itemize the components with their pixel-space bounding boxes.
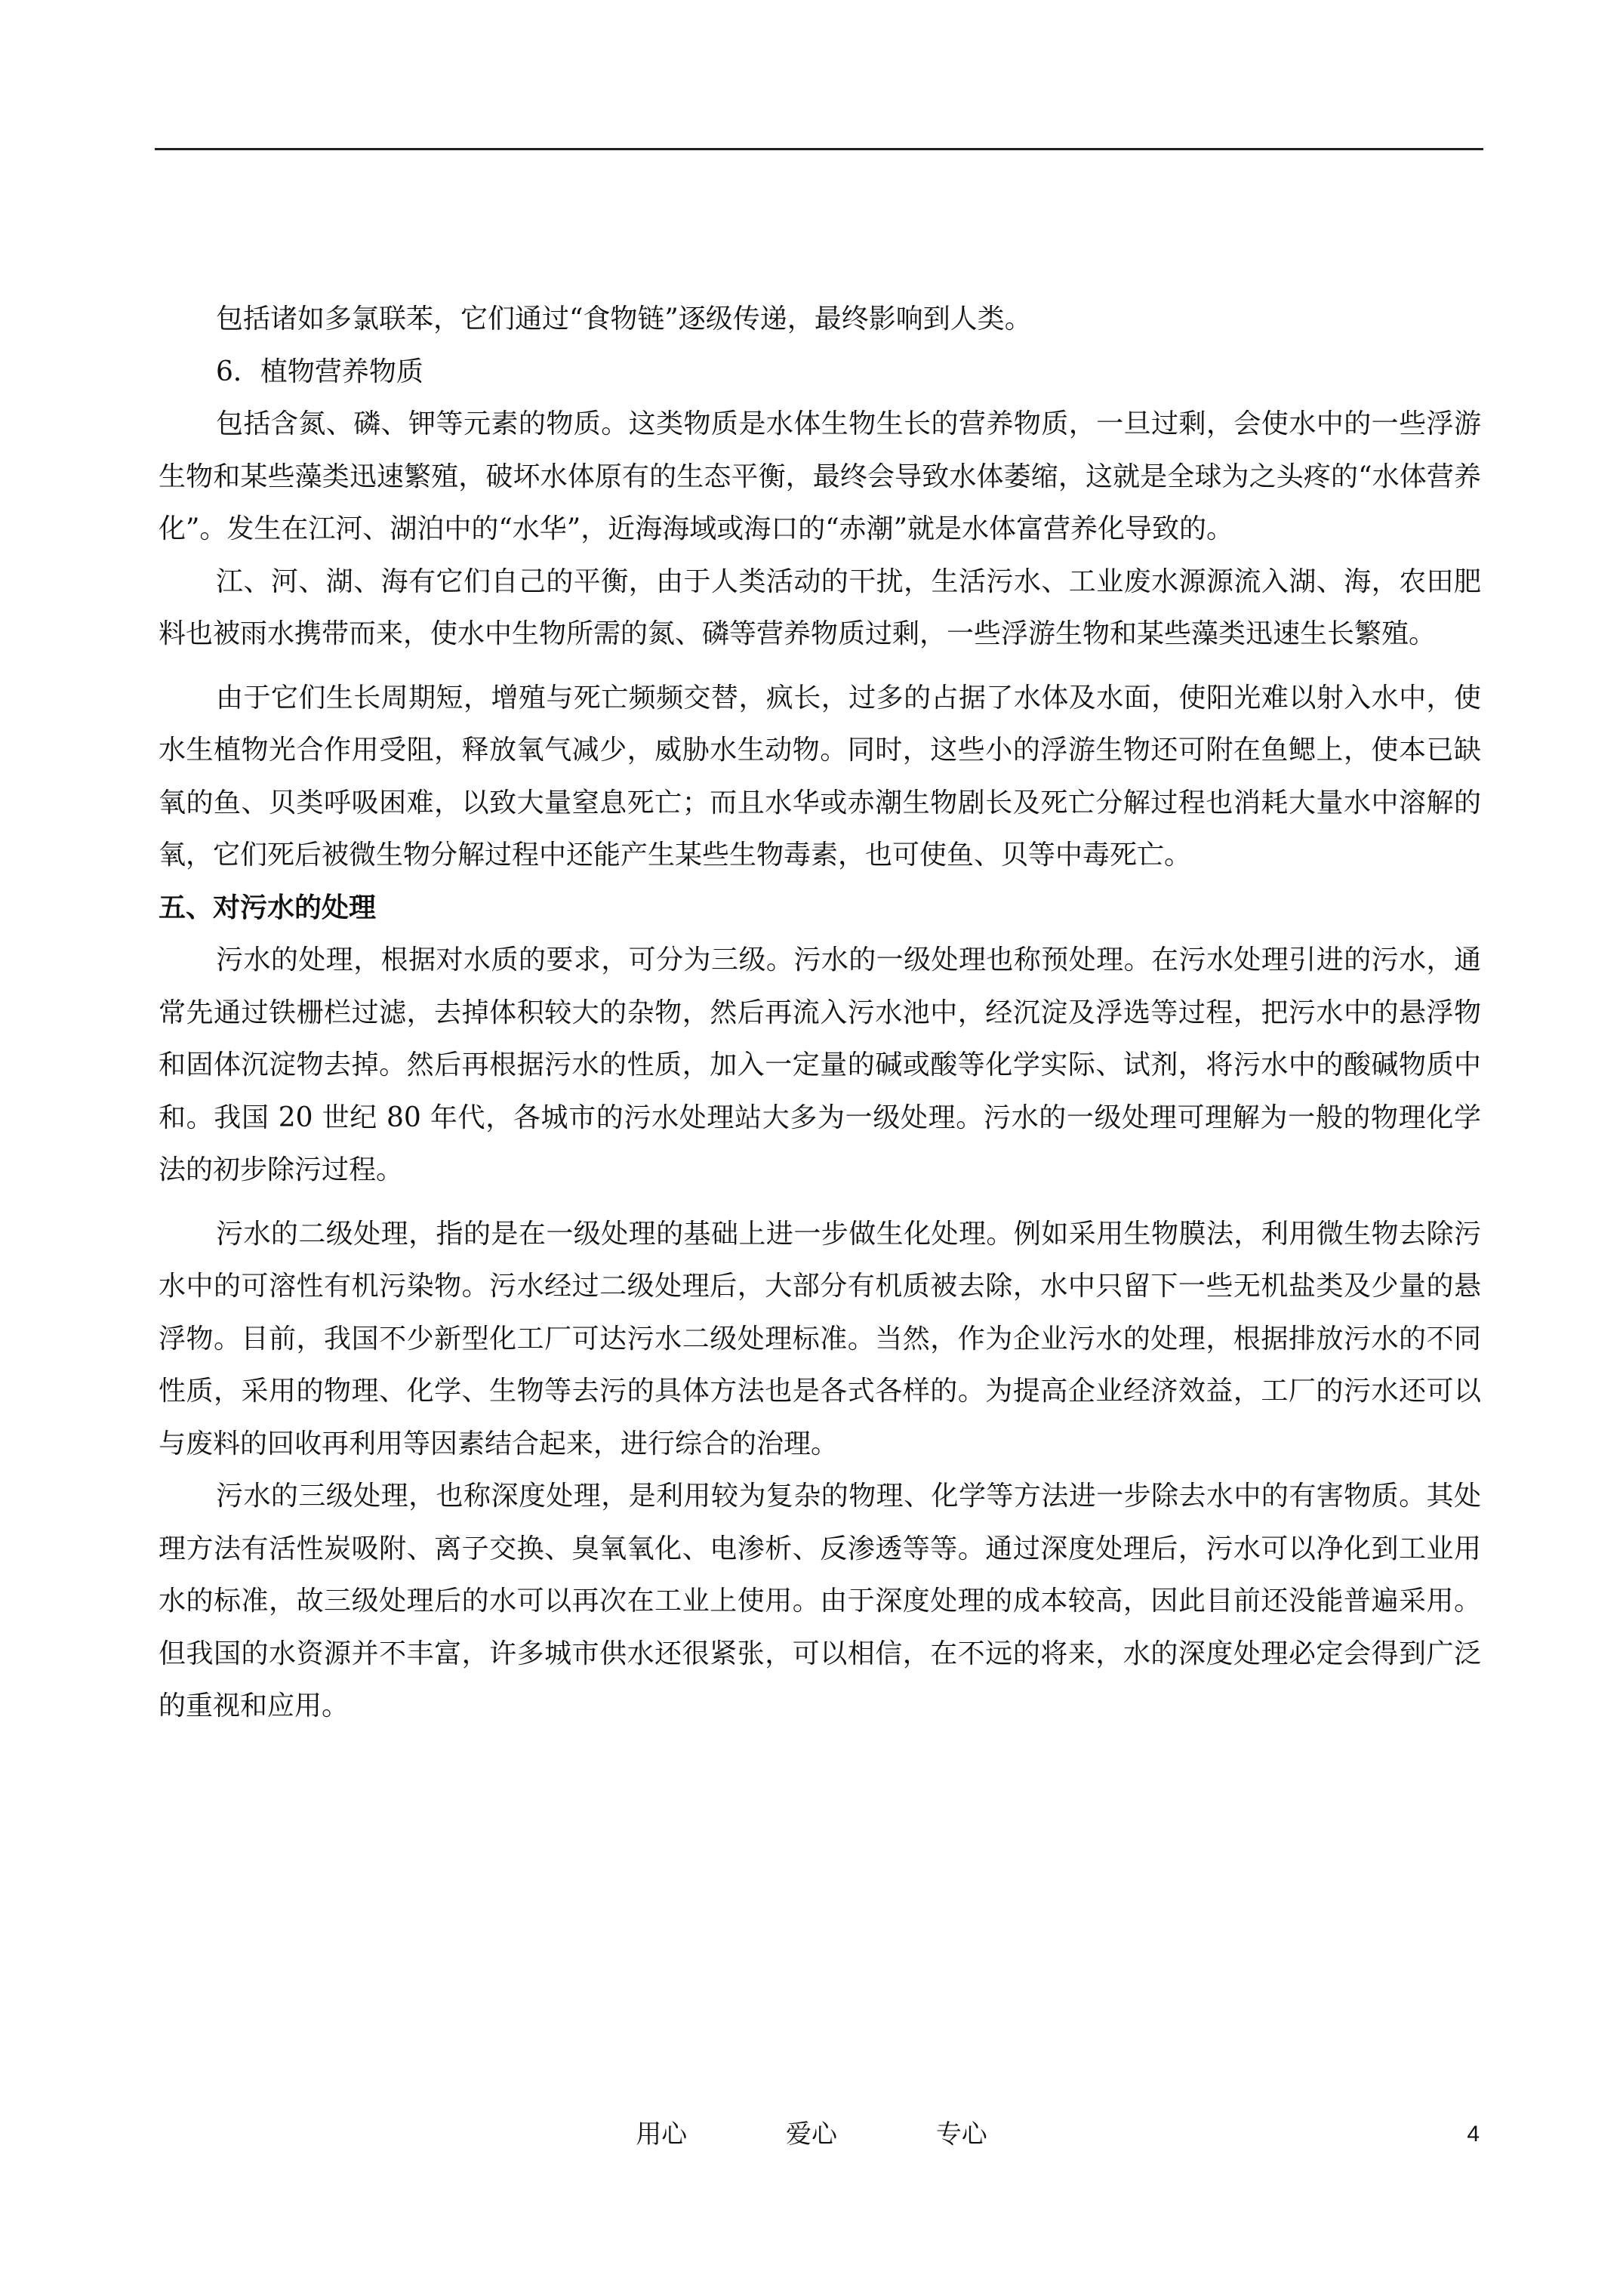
footer-motto-item: 专心 [935, 2119, 987, 2150]
paragraph: 污水的三级处理，也称深度处理，是利用较为复杂的物理、化学等方法进一步除去水中的有害物质。其处理方法有活性炭吸附、离子交换、臭氧氧化、电渗析、反渗透等等。通过深度处理后，污水可以净化到工业用水的标准，故三级处理后的水可以再次在工业上使用。由于深度处理的成本较高，因此目前还没能普遍采用。但我国的水资源并不丰富，许多城市供水还很紧张，可以相信，在不远的将来，水的深度处理必定会得到广泛的重视和应用。 [159, 1481, 1481, 1721]
section-heading: 五、对污水的处理 [159, 891, 377, 923]
header-rule [155, 148, 1483, 150]
paragraph: 由于它们生长周期短，增殖与死亡频频交替，疯长，过多的占据了水体及水面，使阳光难以射入水中，使水生植物光合作用受阻，释放氧气减少，威胁水生动物。同时，这些小的浮游生物还可附在鱼鳃上，使本已缺氧的鱼、贝类呼吸困难，以致大量窒息死亡；而且水华或赤潮生物剧长及死亡分解过程也消耗大量水中溶解的氧，它们死后被微生物分解过程中还能产生某些生物毒素，也可使鱼、贝等中毒死亡。 [159, 682, 1481, 871]
paragraph: 包括诸如多氯联苯，它们通过“食物链”逐级传递，最终影响到人类。 [216, 304, 1032, 334]
page-footer [0, 2116, 1623, 2153]
paragraph: 污水的处理，根据对水质的要求，可分为三级。污水的一级处理也称预处理。在污水处理引进的污水，通常先通过铁栅栏过滤，去掉体积较大的杂物，然后再流入污水池中，经沉淀及浮选等过程，把污水中的悬浮物和固体沉淀物去掉。然后再根据污水的性质，加入一定量的碱或酸等化学实际、试剂，将污水中的酸碱物质中和。我国 20 世纪 80 年代，各城市的污水处理站大多为一级处理。污水的一级处理可理解为一般的物理化学法的初步除污过程。 [159, 945, 1481, 1185]
page-number: 4 [1467, 2122, 1480, 2147]
paragraph: 包括含氮、磷、钾等元素的物质。这类物质是水体生物生长的营养物质，一旦过剩，会使水中的一些浮游生物和某些藻类迅速繁殖，破坏水体原有的生态平衡，最终会导致水体萎缩，这就是全球为之头疼的“水体营养化”。发生在江河、湖泊中的“水华”，近海海域或海口的“赤潮”就是水体富营养化导致的。 [159, 408, 1481, 544]
subsection-heading: 6．植物营养物质 [216, 356, 423, 387]
footer-motto [0, 2116, 1623, 2153]
footer-motto-item: 爱心 [786, 2119, 837, 2150]
paragraph: 污水的二级处理，指的是在一级处理的基础上进一步做生化处理。例如采用生物膜法，利用微生物去除污水中的可溶性有机污染物。污水经过二级处理后，大部分有机质被去除，水中只留下一些无机盐类及少量的悬浮物。目前，我国不少新型化工厂可达污水二级处理标准。当然，作为企业污水的处理，根据排放污水的不同性质，采用的物理、化学、生物等去污的具体方法也是各式各样的。为提高企业经济效益，工厂的污水还可以与废料的回收再利用等因素结合起来，进行综合的治理。 [159, 1218, 1481, 1459]
document-body [159, 293, 1481, 1733]
paragraph: 江、河、湖、海有它们自己的平衡，由于人类活动的干扰，生活污水、工业废水源源流入湖、海，农田肥料也被雨水携带而来，使水中生物所需的氮、磷等营养物质过剩，一些浮游生物和某些藻类迅速生长繁殖。 [159, 566, 1481, 649]
footer-motto-item: 用心 [636, 2119, 688, 2150]
